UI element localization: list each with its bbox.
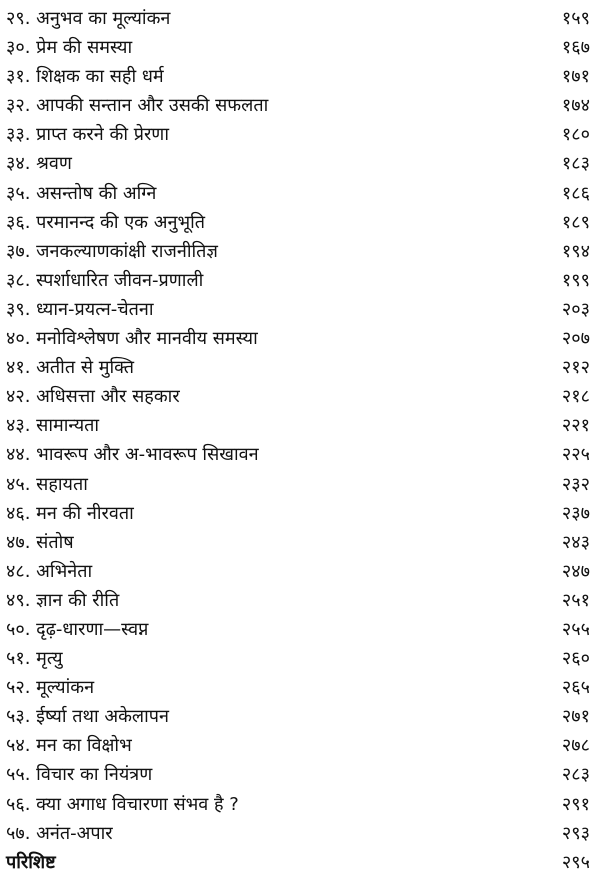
toc-appendix-title: परिशिष्ट bbox=[6, 851, 56, 873]
toc-entry-page: २९१ bbox=[561, 793, 590, 815]
toc-entry bbox=[0, 411, 600, 440]
toc-entry-page: २८३ bbox=[561, 764, 590, 786]
toc-entry-page: २२५ bbox=[561, 444, 590, 466]
toc-entry-title: ४८. अभिनेता bbox=[6, 560, 93, 582]
toc-entry bbox=[0, 499, 600, 528]
toc-entry bbox=[0, 266, 600, 295]
toc-entry-title: ४४. भावरूप और अ-भावरूप सिखावन bbox=[6, 444, 259, 466]
toc-entry-page: २२१ bbox=[561, 415, 590, 437]
toc-entry bbox=[0, 673, 600, 702]
toc-entry-title: ५०. दृढ़-धारणा—स्वप्न bbox=[6, 618, 149, 640]
toc-entry bbox=[0, 208, 600, 237]
toc-entry bbox=[0, 149, 600, 178]
toc-entry-page: १७१ bbox=[561, 66, 590, 88]
toc-entry bbox=[0, 382, 600, 411]
toc-entry-title: ३४. श्रवण bbox=[6, 153, 72, 175]
toc-entry-title: ४०. मनोविश्लेषण और मानवीय समस्या bbox=[6, 328, 258, 350]
toc-entry bbox=[0, 120, 600, 149]
toc-entry bbox=[0, 790, 600, 819]
toc-entry-title: ५४. मन का विक्षोभ bbox=[6, 735, 132, 757]
toc-entry-page: १८३ bbox=[561, 153, 590, 175]
toc-entry-title: ५१. मृत्यु bbox=[6, 648, 63, 670]
toc-entry-page: २४७ bbox=[561, 560, 590, 582]
toc-entry bbox=[0, 470, 600, 499]
toc-entry-page: २४३ bbox=[561, 531, 590, 553]
toc-entry bbox=[0, 702, 600, 731]
toc-appendix-entry bbox=[0, 848, 600, 877]
toc-entry bbox=[0, 237, 600, 266]
toc-entry-title: ५५. विचार का नियंत्रण bbox=[6, 764, 153, 786]
toc-entry-title: ३३. प्राप्त करने की प्रेरणा bbox=[6, 124, 169, 146]
toc-appendix-page: २९५ bbox=[561, 851, 590, 873]
toc-entry-title: ५२. मूल्यांकन bbox=[6, 677, 95, 699]
toc-entry bbox=[0, 586, 600, 615]
toc-entry-page: २७१ bbox=[561, 706, 590, 728]
toc-entry bbox=[0, 819, 600, 848]
toc-entry-title: ४७. संतोष bbox=[6, 531, 74, 553]
toc-entry bbox=[0, 324, 600, 353]
toc-entry-page: २३२ bbox=[561, 473, 590, 495]
toc-entry-title: ५६. क्या अगाध विचारणा संभव है ? bbox=[6, 793, 239, 815]
toc-entry bbox=[0, 440, 600, 469]
toc-entry-page: २५५ bbox=[561, 618, 590, 640]
toc-entry bbox=[0, 33, 600, 62]
toc-entry-title: ४५. सहायता bbox=[6, 473, 88, 495]
toc-entry-page: २९३ bbox=[561, 822, 590, 844]
toc-entry bbox=[0, 179, 600, 208]
toc-entry-page: २१२ bbox=[561, 357, 590, 379]
toc-entry-page: २१८ bbox=[561, 386, 590, 408]
toc-entry-title: ५३. ईर्ष्या तथा अकेलापन bbox=[6, 706, 170, 728]
toc-entry-title: ५७. अनंत-अपार bbox=[6, 822, 113, 844]
toc-entry bbox=[0, 528, 600, 557]
toc-entry-title: ३०. प्रेम की समस्या bbox=[6, 37, 133, 59]
toc-entry bbox=[0, 62, 600, 91]
table-of-contents bbox=[0, 4, 600, 877]
toc-entry-page: २३७ bbox=[561, 502, 590, 524]
toc-entry-page: १९९ bbox=[561, 269, 590, 291]
toc-entry-page: १५९ bbox=[561, 8, 590, 29]
toc-entry-page: २६५ bbox=[561, 677, 590, 699]
toc-entry bbox=[0, 760, 600, 789]
toc-entry bbox=[0, 644, 600, 673]
toc-entry-title: ४१. अतीत से मुक्ति bbox=[6, 357, 135, 379]
toc-entry-title: ३६. परमानन्द की एक अनुभूति bbox=[6, 211, 206, 233]
toc-entry-title: २९. अनुभव का मूल्यांकन bbox=[6, 8, 171, 29]
toc-entry-title: ३७. जनकल्याणकांक्षी राजनीतिज्ञ bbox=[6, 240, 218, 262]
toc-entry-title: ३९. ध्यान-प्रयत्न-चेतना bbox=[6, 298, 154, 320]
toc-entry-title: ३८. स्पर्शाधारित जीवन-प्रणाली bbox=[6, 269, 204, 291]
toc-entry bbox=[0, 4, 600, 33]
toc-entry-title: ३२. आपकी सन्तान और उसकी सफलता bbox=[6, 95, 269, 117]
toc-entry-page: २७८ bbox=[561, 735, 590, 757]
toc-entry-title: ४३. सामान्यता bbox=[6, 415, 100, 437]
toc-entry bbox=[0, 353, 600, 382]
toc-entry-page: २०७ bbox=[561, 328, 590, 350]
toc-entry-page: २०३ bbox=[561, 298, 590, 320]
toc-entry-page: १८९ bbox=[561, 211, 590, 233]
toc-entry-page: २६० bbox=[561, 648, 590, 670]
toc-entry bbox=[0, 615, 600, 644]
toc-entry-title: ३१. शिक्षक का सही धर्म bbox=[6, 66, 164, 88]
toc-entry-title: ४९. ज्ञान की रीति bbox=[6, 589, 120, 611]
toc-entry bbox=[0, 295, 600, 324]
toc-entry bbox=[0, 557, 600, 586]
toc-entry-page: १७४ bbox=[561, 95, 590, 117]
toc-entry-page: १९४ bbox=[561, 240, 590, 262]
toc-entry-page: १८० bbox=[561, 124, 590, 146]
toc-entry-title: ४२. अधिसत्ता और सहकार bbox=[6, 386, 180, 408]
toc-entry-title: ३५. असन्तोष की अग्नि bbox=[6, 182, 157, 204]
toc-entry bbox=[0, 731, 600, 760]
toc-entry-page: १६७ bbox=[561, 37, 590, 59]
toc-entry bbox=[0, 91, 600, 120]
toc-entry-title: ४६. मन की नीरवता bbox=[6, 502, 134, 524]
toc-entry-page: १८६ bbox=[561, 182, 590, 204]
toc-entry-page: २५१ bbox=[561, 589, 590, 611]
